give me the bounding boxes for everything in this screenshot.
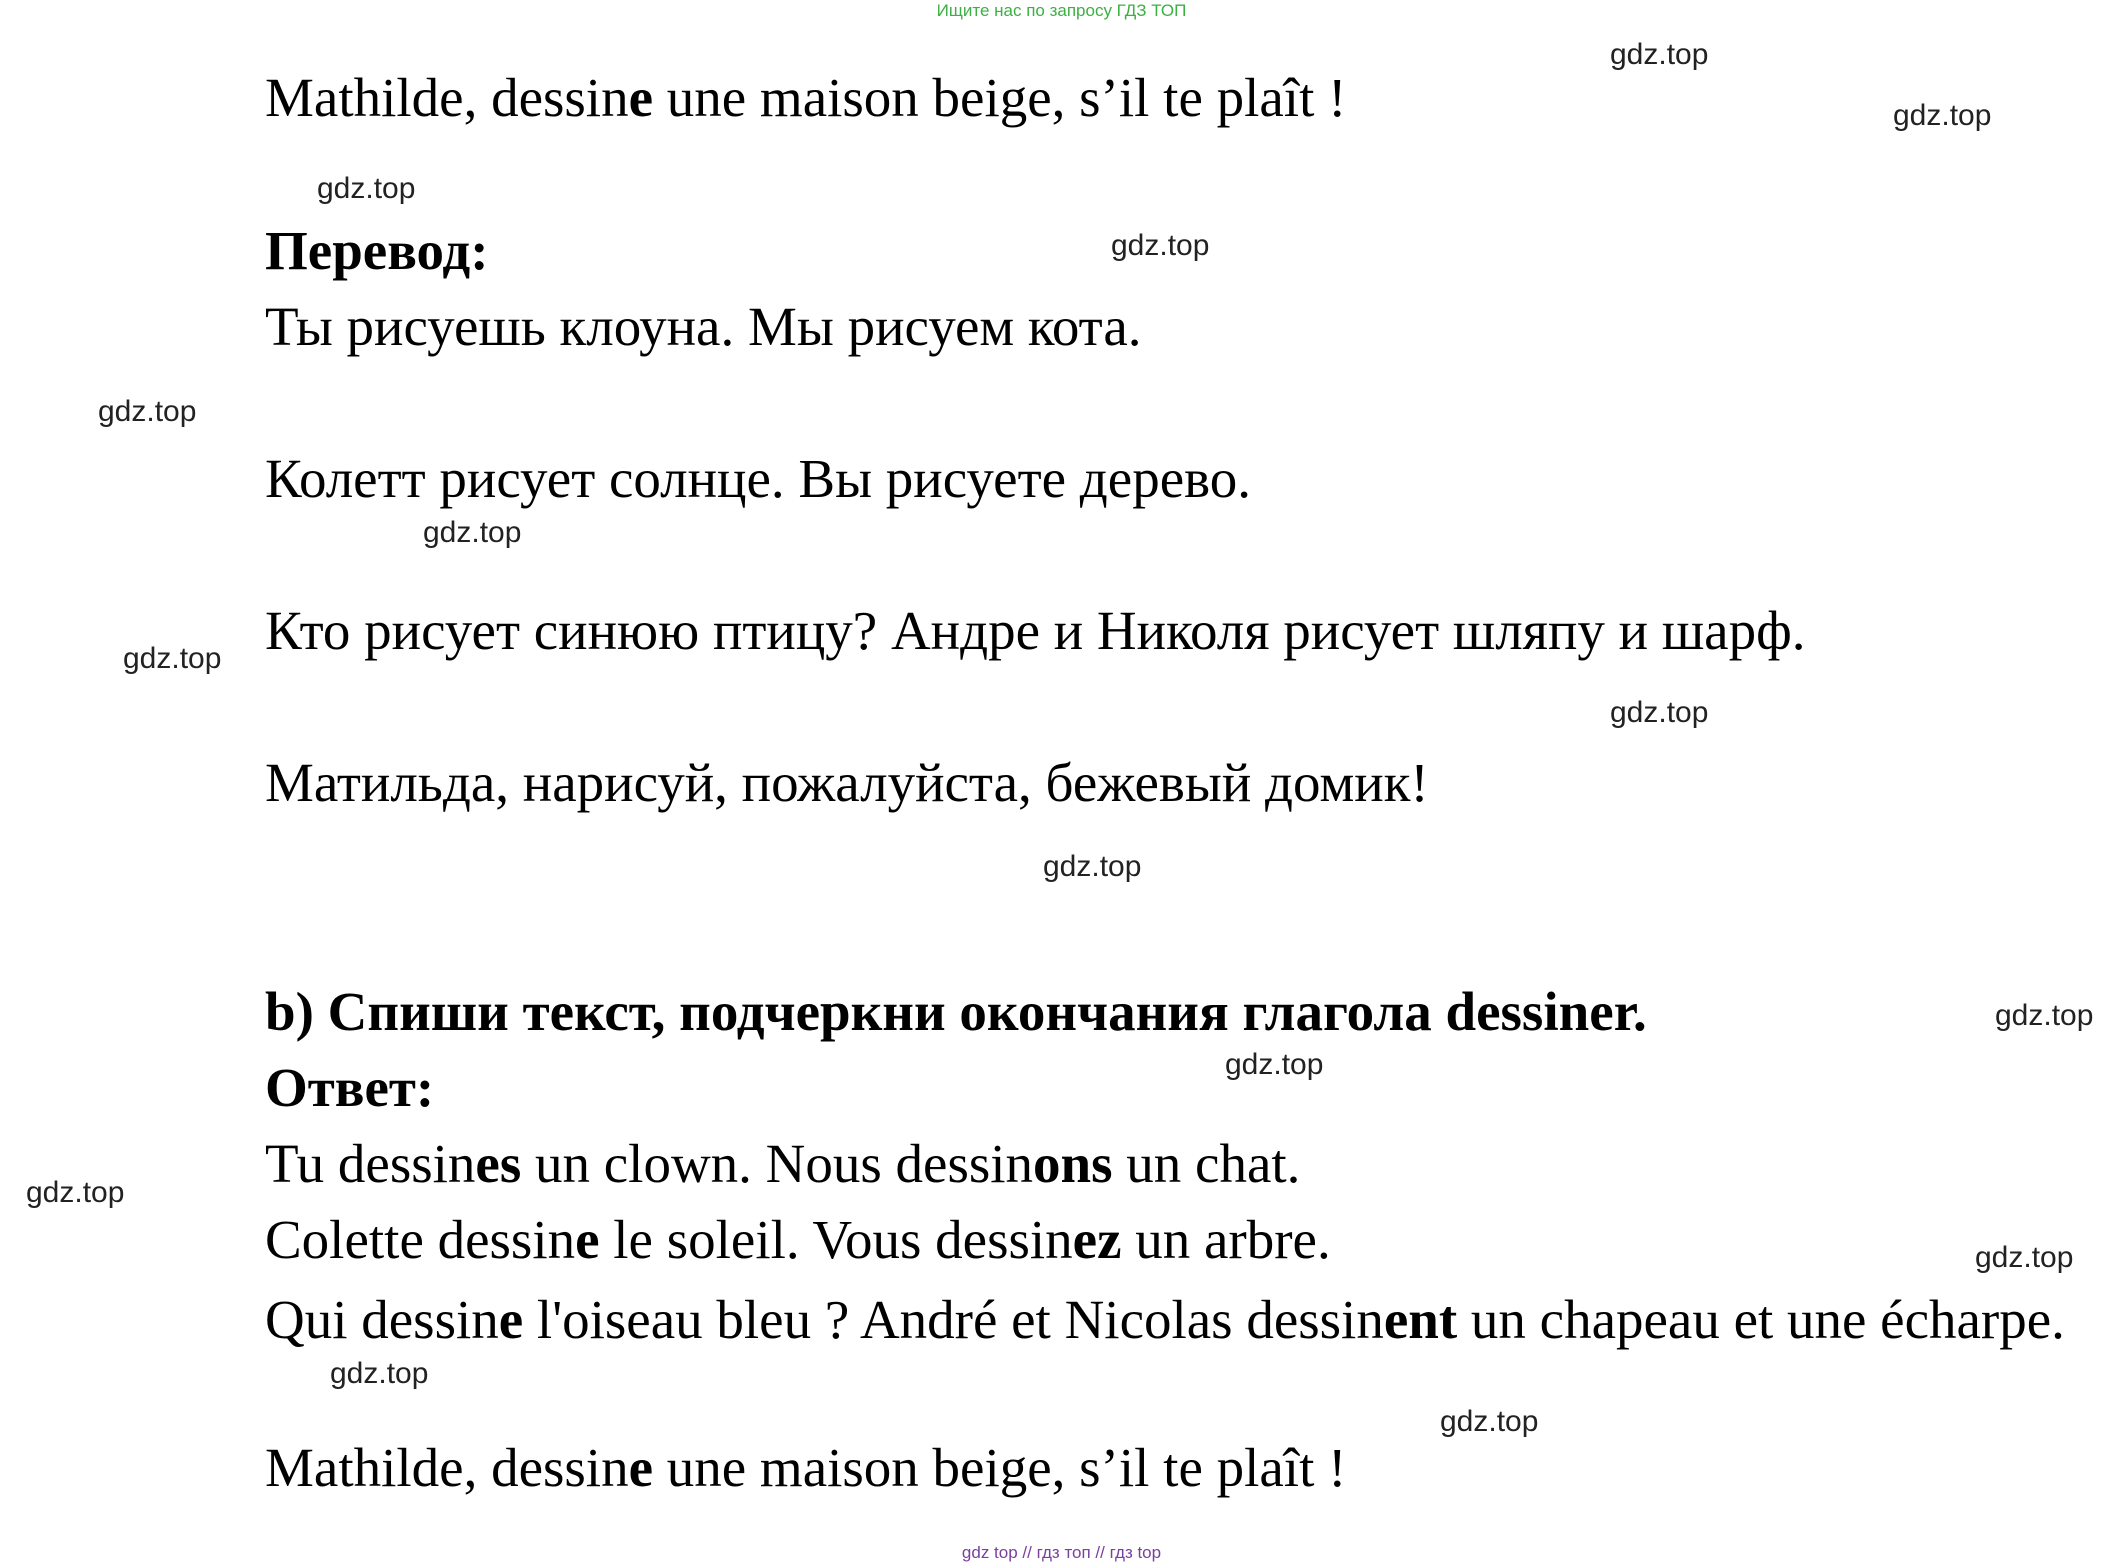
watermark: gdz.top: [1610, 696, 1709, 729]
french-line-top: Mathilde, dessine une maison beige, s’il te plaît !: [265, 67, 1347, 128]
answer-heading: Ответ:: [265, 1057, 435, 1118]
watermark: gdz.top: [1440, 1405, 1539, 1438]
russian-line-3: Кто рисует синюю птицу? Андре и Николя рисует шляпу и шарф.: [265, 600, 1806, 661]
watermark: gdz.top: [1975, 1241, 2074, 1274]
watermark: gdz.top: [26, 1176, 125, 1209]
translation-heading: Перевод:: [265, 220, 489, 281]
watermark: gdz.top: [1111, 229, 1210, 262]
watermark: gdz.top: [1225, 1048, 1324, 1081]
watermark: gdz.top: [1893, 99, 1992, 132]
bottom-banner: gdz top // гдз топ // гдз top: [961, 1543, 1162, 1562]
russian-line-4: Матильда, нарисуй, пожалуйста, бежевый домик!: [265, 752, 1429, 813]
task-b-heading: b) Спиши текст, подчеркни окончания глагола dessiner.: [265, 981, 1647, 1042]
french-line-3: Qui dessine l'oiseau bleu ? André et Nicolas dessinent un chapeau et une écharpe.: [265, 1289, 2065, 1350]
french-line-4: Mathilde, dessine une maison beige, s’il te plaît !: [265, 1437, 1347, 1498]
watermark: gdz.top: [317, 172, 416, 205]
watermark: gdz.top: [98, 395, 197, 428]
watermark: gdz.top: [423, 516, 522, 549]
watermark: gdz.top: [1995, 999, 2094, 1032]
watermark: gdz.top: [123, 642, 222, 675]
watermark: gdz.top: [330, 1357, 429, 1390]
watermark: gdz.top: [1043, 850, 1142, 883]
top-banner: Ищите нас по запросу ГДЗ ТОП: [936, 1, 1187, 20]
french-line-2: Colette dessine le soleil. Vous dessinez un arbre.: [265, 1209, 1331, 1270]
russian-line-1: Ты рисуешь клоуна. Мы рисуем кота.: [265, 296, 1142, 357]
watermark: gdz.top: [1610, 38, 1709, 71]
french-line-1: Tu dessines un clown. Nous dessinons un chat.: [265, 1133, 1301, 1194]
russian-line-2: Колетт рисует солнце. Вы рисуете дерево.: [265, 448, 1251, 509]
